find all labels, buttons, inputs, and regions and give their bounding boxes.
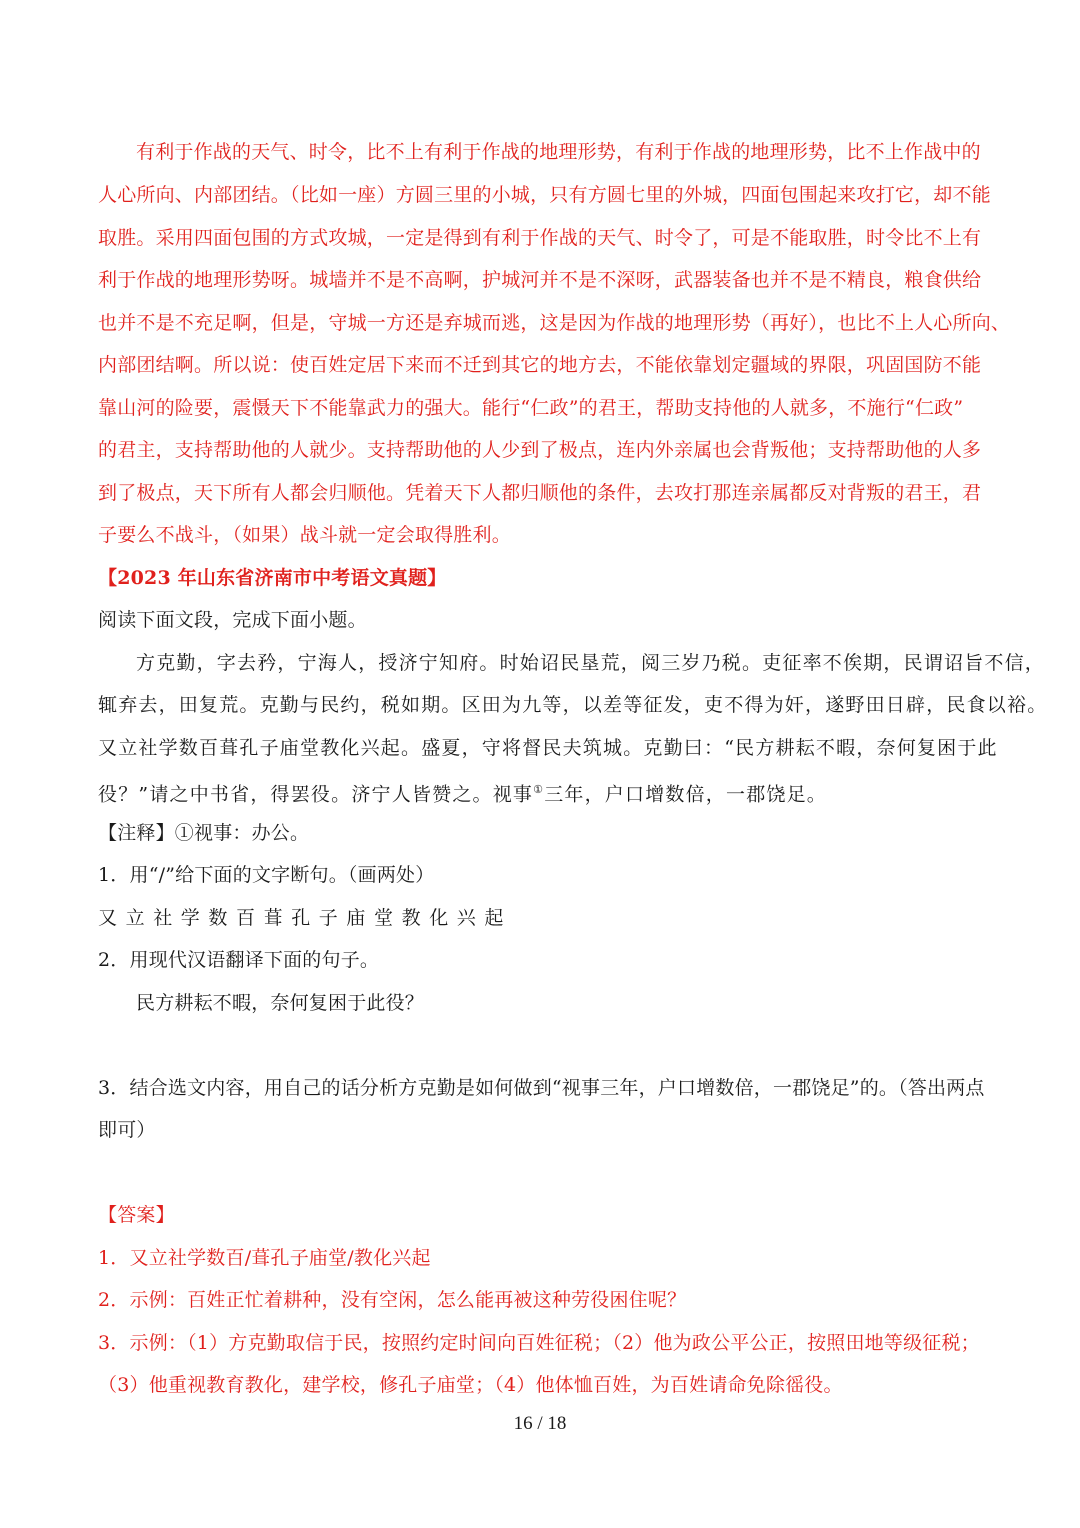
question-1-text: 又立社学数百葺孔子庙堂教化兴起	[98, 907, 513, 929]
page-number: 16 / 18	[513, 1413, 567, 1434]
translation-line-7: 靠山河的险要，震慑天下不能靠武力的强大。能行“仁政”的君王，帮助支持他的人就多，不施行“仁政”	[98, 397, 964, 419]
answer-1: 1．又立社学数百/葺孔子庙堂/教化兴起	[98, 1247, 431, 1269]
translation-line-1: 有利于作战的天气、时令，比不上有利于作战的地理形势，有利于作战的地理形势，比不上作战中的	[136, 141, 981, 163]
answer-2: 2．示例：百姓正忙着耕种，没有空闲，怎么能再被这种劳役困住呢？	[98, 1289, 687, 1311]
translation-line-6: 内部团结啊。所以说：使百姓定居下来而不迁到其它的地方去，不能依靠划定疆域的界限，巩固国防不能	[98, 354, 982, 376]
footnote-marker: ①	[533, 783, 545, 796]
translation-line-9: 到了极点，天下所有人都会归顺他。凭着天下人都归顺他的条件，去攻打那连亲属都反对背叛的君王，君	[98, 482, 982, 504]
translation-line-8: 的君主，支持帮助他的人就少。支持帮助他的人少到了极点，连内外亲属也会背叛他；支持帮助他的人多	[98, 439, 982, 461]
translation-line-2: 人心所向、内部团结。（比如一座）方圆三里的小城，只有方圆七里的外城，四面包围起来攻打它，却不能	[98, 184, 991, 206]
passage-line-1: 方克勤，字去矜，宁海人，授济宁知府。时始诏民垦荒，阅三岁乃税。吏征率不俟期，民谓诏旨不信，	[136, 652, 1046, 674]
passage-line-3: 又立社学数百葺孔子庙堂教化兴起。盛夏，守将督民夫筑城。克勤曰：“民方耕耘不暇，奈何复困于此	[98, 737, 998, 759]
passage-line-4-text: 役？”请之中书省，得罢役。济宁人皆赞之。视事	[98, 783, 534, 806]
passage-line-4	[98, 777, 827, 807]
question-1: 1．用“/”给下面的文字断句。（画两处）	[98, 864, 435, 886]
passage-line-4-text-end: 三年，户口增数倍，一郡饶足。	[544, 783, 827, 806]
instruction: 阅读下面文段，完成下面小题。	[98, 609, 367, 631]
answer-heading: 【答案】	[98, 1204, 175, 1226]
question-3-continued: 即可）	[98, 1119, 156, 1141]
answer-3: 3．示例：（1）方克勤取信于民，按照约定时间向百姓征税；（2）他为政公平公正，按照田地等级征税；	[98, 1332, 980, 1354]
answer-3-continued: （3）他重视教育教化，建学校，修孔子庙堂；（4）他体恤百姓，为百姓请命免除徭役。	[98, 1374, 843, 1396]
question-2-text: 民方耕耘不暇，奈何复困于此役？	[136, 992, 425, 1014]
passage-line-2: 辄弃去，田复荒。克勤与民约，税如期。区田为九等，以差等征发，吏不得为奸，遂野田日辟，民食以裕。	[98, 694, 1048, 716]
question-3: 3．结合选文内容，用自己的话分析方克勤是如何做到“视事三年，户口增数倍，一郡饶足”的。（答出两点	[98, 1077, 985, 1099]
annotation: 【注释】①视事：办公。	[98, 822, 310, 844]
translation-line-3: 取胜。采用四面包围的方式攻城，一定是得到有利于作战的天气、时令了，可是不能取胜，时令比不上有	[98, 227, 982, 249]
translation-line-10: 子要么不战斗，（如果）战斗就一定会取得胜利。	[98, 524, 511, 546]
translation-line-5: 也并不是不充足啊，但是，守城一方还是弃城而逃，这是因为作战的地理形势（再好），也比不上人心所向、	[98, 312, 1011, 334]
question-2: 2．用现代汉语翻译下面的句子。	[98, 949, 380, 971]
translation-line-4: 利于作战的地理形势呀。城墙并不是不高啊，护城河并不是不深呀，武器装备也并不是不精良，粮食供给	[98, 269, 982, 291]
section-heading: 【2023 年山东省济南市中考语文真题】	[98, 567, 447, 589]
